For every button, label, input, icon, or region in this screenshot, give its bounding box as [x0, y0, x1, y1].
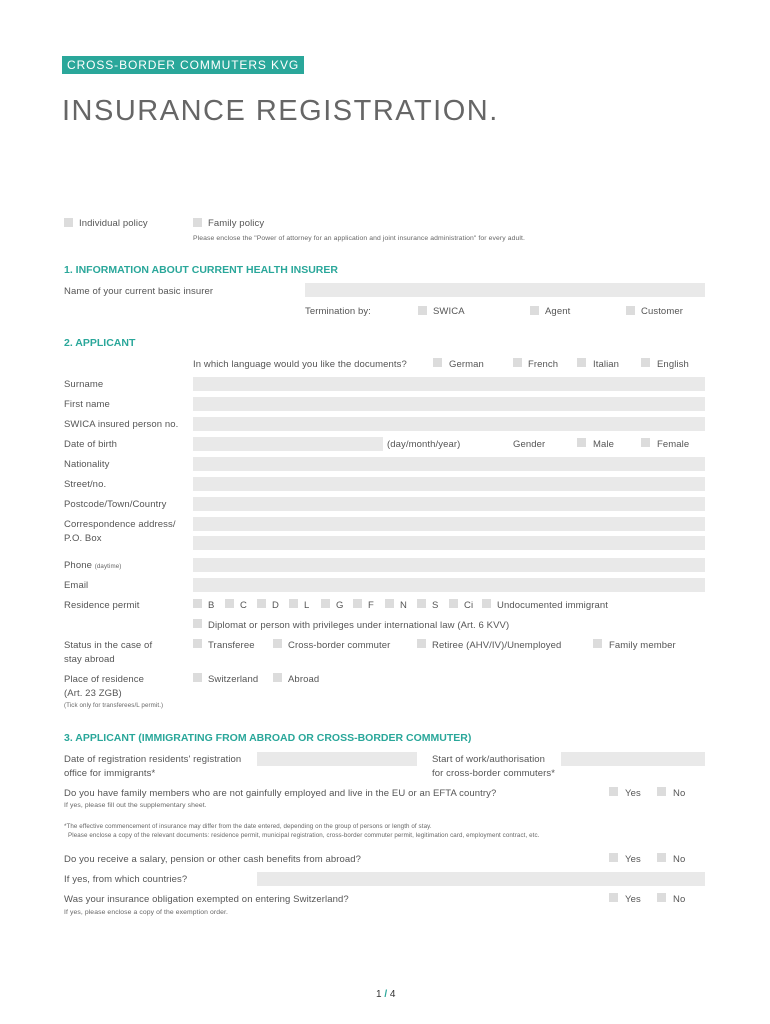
place-residence-label-line2: (Art. 23 ZGB): [64, 688, 122, 699]
phone-hint: (daytime): [94, 563, 122, 570]
permit-g-label: G: [336, 600, 344, 611]
form-banner: CROSS-BORDER COMMUTERS KVG: [62, 56, 304, 74]
salary-yes-checkbox[interactable]: [609, 853, 618, 862]
footnote-line1: *The effective commencement of insurance may differ from the date entered, depending on the group of persons or length of stay.: [64, 823, 432, 830]
phone-label: Phone (daytime): [64, 560, 122, 571]
page-number: 1 / 4: [376, 989, 396, 1000]
registration-date-field[interactable]: [257, 752, 417, 766]
termination-agent-label: Agent: [545, 306, 571, 317]
gender-female-label: Female: [657, 439, 690, 450]
termination-agent-checkbox[interactable]: [530, 306, 539, 315]
surname-field[interactable]: [193, 377, 705, 391]
status-label-line1: Status in the case of: [64, 640, 153, 651]
language-german-checkbox[interactable]: [433, 358, 442, 367]
countries-label: If yes, from which countries?: [64, 874, 188, 885]
nationality-label: Nationality: [64, 459, 110, 470]
section-2-title: 2. APPLICANT: [64, 337, 136, 349]
permit-ci-label: Ci: [464, 600, 474, 611]
language-french-checkbox[interactable]: [513, 358, 522, 367]
start-work-label-line1: Start of work/authorisation: [432, 754, 546, 765]
page-title: INSURANCE REGISTRATION.: [62, 95, 499, 127]
exemption-question: Was your insurance obligation exempted on entering Switzerland?: [64, 894, 349, 905]
status-transferee-label: Transferee: [208, 640, 255, 651]
street-label: Street/no.: [64, 479, 107, 490]
email-field[interactable]: [193, 578, 705, 592]
dob-field[interactable]: [193, 437, 383, 451]
dob-label: Date of birth: [64, 439, 118, 450]
section-1-title: 1. INFORMATION ABOUT CURRENT HEALTH INSURER: [64, 264, 338, 276]
termination-label: Termination by:: [305, 306, 371, 317]
permit-c-checkbox[interactable]: [225, 599, 234, 608]
language-english-checkbox[interactable]: [641, 358, 650, 367]
language-question: In which language would you like the documents?: [193, 359, 407, 370]
undocumented-label: Undocumented immigrant: [497, 600, 608, 611]
exemption-yes-label: Yes: [625, 894, 641, 905]
language-italian-checkbox[interactable]: [577, 358, 586, 367]
salary-no-checkbox[interactable]: [657, 853, 666, 862]
undocumented-checkbox[interactable]: [482, 599, 491, 608]
permit-f-label: F: [368, 600, 374, 611]
diplomat-checkbox[interactable]: [193, 619, 202, 628]
section-3-title: 3. APPLICANT (IMMIGRATING FROM ABROAD OR CROSS-BORDER COMMUTER): [64, 732, 472, 744]
postcode-field[interactable]: [193, 497, 705, 511]
family-members-yes-label: Yes: [625, 788, 641, 799]
street-field[interactable]: [193, 477, 705, 491]
place-residence-note: (Tick only for transferees/L permit.): [64, 702, 164, 709]
permit-n-checkbox[interactable]: [385, 599, 394, 608]
permit-g-checkbox[interactable]: [321, 599, 330, 608]
firstname-field[interactable]: [193, 397, 705, 411]
termination-swica-checkbox[interactable]: [418, 306, 427, 315]
status-family-member-label: Family member: [609, 640, 676, 651]
status-transferee-checkbox[interactable]: [193, 639, 202, 648]
start-work-label-line2: for cross-border commuters*: [432, 768, 556, 779]
swica-number-label: SWICA insured person no.: [64, 419, 179, 430]
language-german-label: German: [449, 359, 484, 370]
salary-yes-label: Yes: [625, 854, 641, 865]
correspondence-label-line1: Correspondence address/: [64, 519, 176, 530]
correspondence-field-1[interactable]: [193, 517, 705, 531]
postcode-label: Postcode/Town/Country: [64, 499, 167, 510]
surname-label: Surname: [64, 379, 104, 390]
gender-label: Gender: [513, 439, 546, 450]
diplomat-label: Diplomat or person with privileges under international law (Art. 6 KVV): [208, 620, 510, 631]
status-retiree-checkbox[interactable]: [417, 639, 426, 648]
gender-male-label: Male: [593, 439, 614, 450]
email-label: Email: [64, 580, 89, 591]
status-retiree-label: Retiree (AHV/IV)/Unemployed: [432, 640, 562, 651]
correspondence-label-line2: P.O. Box: [64, 533, 102, 544]
salary-no-label: No: [673, 854, 686, 865]
individual-policy-checkbox[interactable]: [64, 218, 73, 227]
current-insurer-label: Name of your current basic insurer: [64, 286, 214, 297]
termination-swica-label: SWICA: [433, 306, 465, 317]
permit-b-label: B: [208, 600, 215, 611]
language-french-label: French: [528, 359, 559, 370]
current-insurer-field[interactable]: [305, 283, 705, 297]
permit-b-checkbox[interactable]: [193, 599, 202, 608]
residence-switzerland-label: Switzerland: [208, 674, 259, 685]
residence-switzerland-checkbox[interactable]: [193, 673, 202, 682]
countries-field[interactable]: [257, 872, 705, 886]
termination-customer-checkbox[interactable]: [626, 306, 635, 315]
family-policy-checkbox[interactable]: [193, 218, 202, 227]
family-policy-note: Please enclose the "Power of attorney for an application and joint insurance administration" for every adult.: [193, 235, 525, 242]
correspondence-field-2[interactable]: [193, 536, 705, 550]
status-label-line2: stay abroad: [64, 654, 115, 665]
swica-number-field[interactable]: [193, 417, 705, 431]
family-members-yes-checkbox[interactable]: [609, 787, 618, 796]
status-crossborder-checkbox[interactable]: [273, 639, 282, 648]
place-residence-label-line1: Place of residence: [64, 674, 144, 685]
permit-s-checkbox[interactable]: [417, 599, 426, 608]
permit-d-label: D: [272, 600, 279, 611]
status-family-member-checkbox[interactable]: [593, 639, 602, 648]
permit-f-checkbox[interactable]: [353, 599, 362, 608]
phone-field[interactable]: [193, 558, 705, 572]
individual-policy-label: Individual policy: [79, 218, 148, 229]
family-members-question: Do you have family members who are not gainfully employed and live in the EU or an EFTA country?: [64, 788, 497, 799]
dob-hint: (day/month/year): [387, 439, 461, 450]
permit-l-checkbox[interactable]: [289, 599, 298, 608]
gender-male-checkbox[interactable]: [577, 438, 586, 447]
residence-abroad-label: Abroad: [288, 674, 320, 685]
salary-question: Do you receive a salary, pension or other cash benefits from abroad?: [64, 854, 362, 865]
exemption-no-label: No: [673, 894, 686, 905]
language-english-label: English: [657, 359, 689, 370]
family-members-note: If yes, please fill out the supplementary sheet.: [64, 802, 207, 809]
termination-customer-label: Customer: [641, 306, 683, 317]
permit-d-checkbox[interactable]: [257, 599, 266, 608]
gender-female-checkbox[interactable]: [641, 438, 650, 447]
footnote-line2: Please enclose a copy of the relevant documents: residence permit, municipal registration, cross-border commuter permit, legitimation card, employment contract, etc.: [68, 832, 540, 839]
status-crossborder-label: Cross-border commuter: [288, 640, 391, 651]
permit-s-label: S: [432, 600, 439, 611]
registration-date-label-line1: Date of registration residents' registration: [64, 754, 242, 765]
registration-date-label-line2: office for immigrants*: [64, 768, 156, 779]
residence-abroad-checkbox[interactable]: [273, 673, 282, 682]
exemption-yes-checkbox[interactable]: [609, 893, 618, 902]
language-italian-label: Italian: [593, 359, 620, 370]
permit-n-label: N: [400, 600, 407, 611]
family-policy-label: Family policy: [208, 218, 265, 229]
family-members-no-checkbox[interactable]: [657, 787, 666, 796]
permit-l-label: L: [304, 600, 310, 611]
exemption-note: If yes, please enclose a copy of the exemption order.: [64, 909, 228, 916]
residence-permit-label: Residence permit: [64, 600, 140, 611]
exemption-no-checkbox[interactable]: [657, 893, 666, 902]
family-members-no-label: No: [673, 788, 686, 799]
firstname-label: First name: [64, 399, 110, 410]
start-work-field[interactable]: [561, 752, 705, 766]
permit-ci-checkbox[interactable]: [449, 599, 458, 608]
permit-c-label: C: [240, 600, 247, 611]
nationality-field[interactable]: [193, 457, 705, 471]
